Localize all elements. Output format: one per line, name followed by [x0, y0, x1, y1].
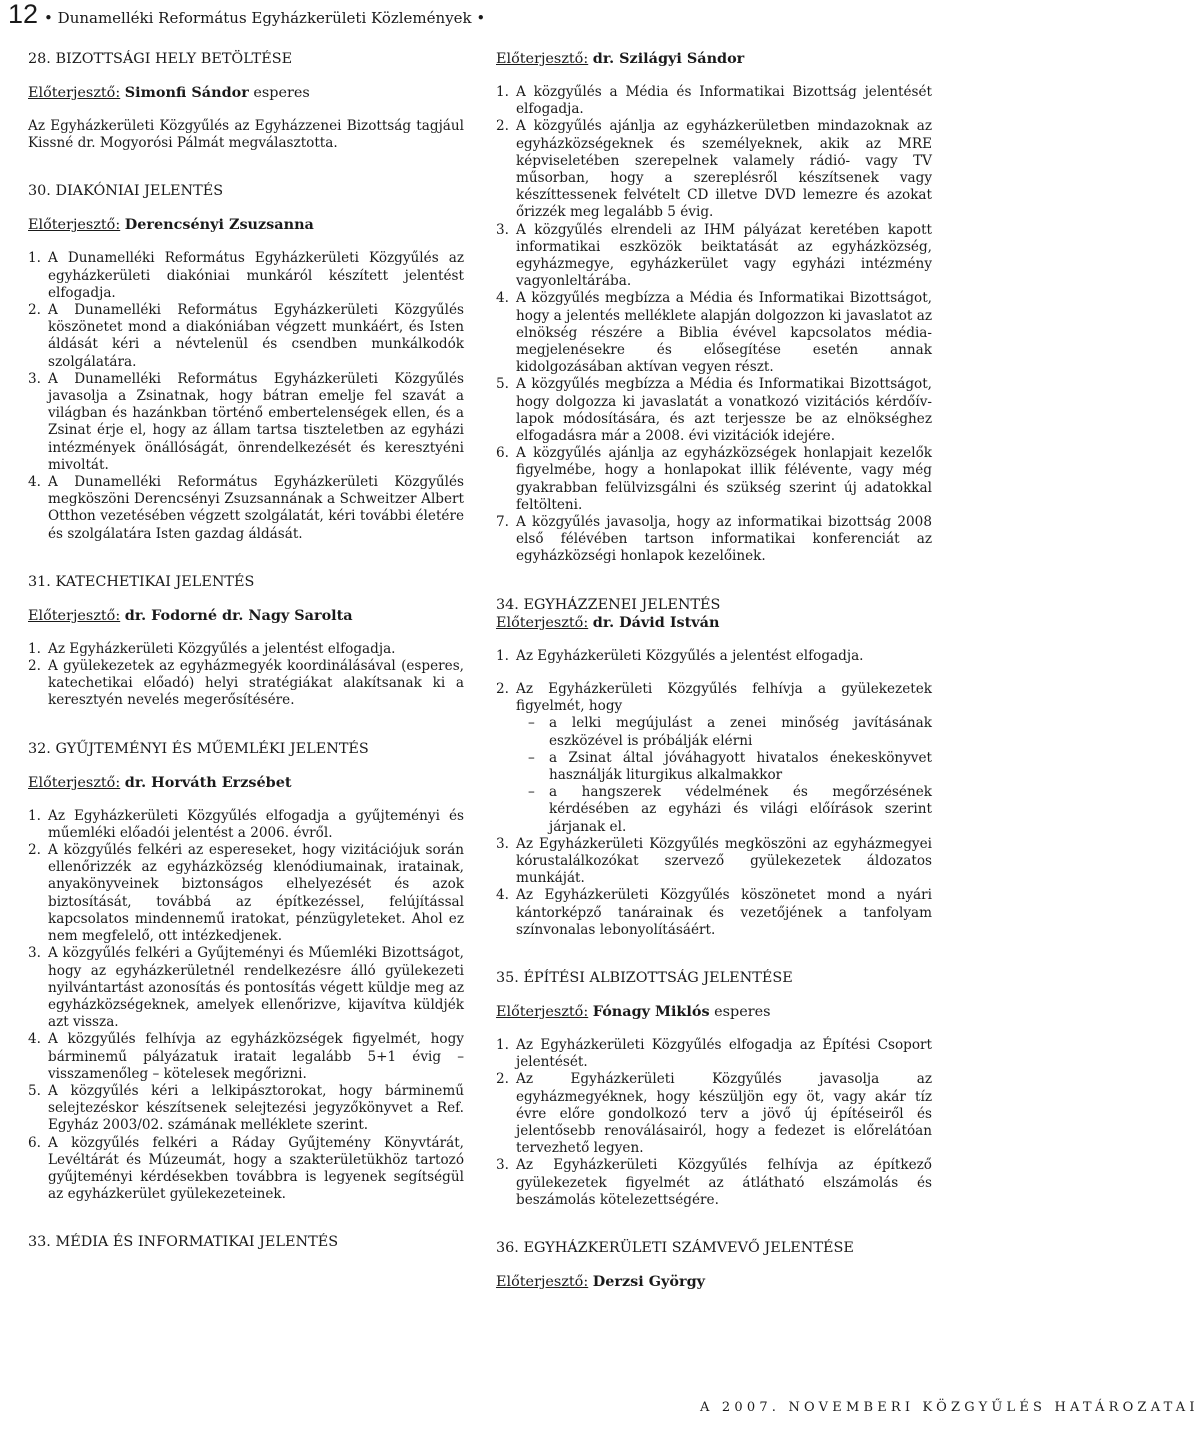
list-item: [496, 1157, 932, 1209]
list-item: [496, 836, 932, 888]
resolution-list: [496, 1037, 932, 1209]
presenter-name: Simonfi Sándor: [124, 84, 249, 101]
dash-item: – a lelki megújulást a zenei minőség javításának eszközével is próbálják elérni: [528, 715, 932, 749]
section-title: 31. KATECHETIKAI JELENTÉS: [28, 573, 255, 590]
presenter-label: Előterjesztő:: [28, 607, 121, 624]
list-item: [496, 681, 932, 715]
dash-item: – a hangszerek védelmének és megőrzésének kérdésében az egyházi és világi előírások szerint járjanak el.: [528, 784, 932, 835]
item-text: Az Egyházkerületi Közgyűlés elfogadja a gyűjteményi és műemléki előadói jelentést a 2006. évről.: [48, 807, 464, 841]
resolution-list: [496, 681, 932, 715]
list-item: [28, 1083, 464, 1135]
section-34: [496, 596, 932, 939]
item-number: 5.: [496, 376, 509, 393]
section-title: 28. BIZOTTSÁGI HELY BETÖLTÉSE: [28, 51, 293, 67]
item-number: 1.: [28, 807, 41, 824]
item-number: 1.: [496, 84, 509, 100]
section-title: 35. ÉPÍTÉSI ALBIZOTTSÁG JELENTÉSE: [496, 969, 793, 986]
list-item: [496, 222, 932, 291]
page-number: 12: [8, 0, 39, 29]
item-text: Az Egyházkerületi Közgyűlés javasolja az egyházmegyéknek, hogy készüljön egy öt, vagy akár tíz évre előre gondolkozó terv a jövő új építéseiről és jelentősebb renoválásairól, hogy a fedezet is előrelátóan tervezhető legyen.: [516, 1071, 932, 1157]
item-text: Az Egyházkerületi Közgyűlés megköszöni az egyházmegyei kórustalálkozókat szervező gyülekezetek áldozatos munkáját.: [516, 835, 932, 887]
presenter-label: Előterjesztő:: [496, 1003, 589, 1020]
section-title: 33. MÉDIA ÉS INFORMATIKAI JELENTÉS: [28, 1234, 339, 1251]
left-column: [28, 50, 464, 1251]
presenter-line: [28, 607, 464, 625]
list-item: [496, 445, 932, 514]
item-number: 3.: [28, 370, 41, 387]
list-item: [28, 658, 464, 710]
item-text: Az Egyházkerületi Közgyűlés elfogadja az Építési Csoport jelentését.: [516, 1036, 932, 1071]
item-number: 2.: [496, 680, 509, 697]
section-28: [28, 50, 464, 152]
presenter-name: Fónagy Miklós: [592, 1002, 710, 1020]
item-text: Az Egyházkerületi Közgyűlés köszönetet mond a nyári kántorképző tanárainak és vezetőjének a tanfolyam színvonalas lebonyolításáért.: [516, 887, 932, 938]
item-text: Az Egyházkerületi Közgyűlés a jelentést elfogadja.: [48, 640, 396, 657]
presenter-line: [496, 50, 932, 68]
item-number: 1.: [28, 640, 41, 657]
list-item: [28, 371, 464, 474]
item-number: 3.: [28, 945, 41, 962]
item-number: 4.: [496, 290, 509, 307]
list-item: [28, 842, 464, 945]
presenter-name: Derencsényi Zsuzsanna: [124, 216, 314, 234]
item-number: 1.: [496, 1036, 509, 1053]
presenter-label: Előterjesztő:: [496, 51, 589, 67]
presenter-label: Előterjesztő:: [28, 217, 121, 234]
item-number: 2.: [28, 842, 41, 859]
section-title: 36. EGYHÁZKERÜLETI SZÁMVEVŐ JELENTÉSE: [496, 1239, 854, 1256]
list-item: [496, 376, 932, 445]
list-item: [496, 290, 932, 376]
section-30: [28, 182, 464, 542]
item-number: 1.: [28, 250, 41, 267]
item-number: 6.: [28, 1134, 41, 1151]
journal-title: • Dunamelléki Református Egyházkerületi Közlemények •: [44, 9, 486, 27]
item-text: Az Egyházkerületi Közgyűlés a jelentést elfogadja.: [516, 647, 864, 664]
item-number: 4.: [496, 887, 509, 904]
section-title: 30. DIAKÓNIAI JELENTÉS: [28, 183, 224, 200]
item-text: A közgyűlés megbízza a Média és Informatikai Bizottságot, hogy dolgozza ki javaslatát a vonatkozó vizitációs kérdőív-lapok módosítására, és azt terjessze be az elnökséghez elfogadásra már a 2008. évi vizitációk idejére.: [516, 376, 932, 445]
section-33-body: [496, 50, 932, 566]
list-item: [496, 84, 932, 118]
presenter-name: dr. Horváth Erzsébet: [124, 773, 292, 791]
item-number: 3.: [496, 835, 509, 852]
section-title: 32. GYŰJTEMÉNYI ÉS MŰEMLÉKI JELENTÉS: [28, 740, 369, 757]
list-item: [28, 1135, 464, 1204]
section-36: [496, 1239, 932, 1291]
dash-list: [496, 715, 932, 835]
presenter-name: dr. Fodorné dr. Nagy Sarolta: [124, 606, 353, 624]
right-column: [496, 50, 932, 1291]
resolution-list: [496, 648, 932, 665]
list-item: [496, 887, 932, 939]
item-text: A közgyűlés felhívja az egyházközségek figyelmét, hogy bárminemű pályázatuk iratait legalább 5+1 évig – visszamenőleg – kötelesek megőrizni.: [48, 1031, 464, 1082]
item-text: A Dunamelléki Református Egyházkerületi Közgyűlés köszönetet mond a diakóniában végzett munkáért, és Isten áldását kéri a névtelenül és csendben munkálkodók szolgálatára.: [48, 302, 464, 370]
dash-item-text: a lelki megújulást a zenei minőség javításának eszközével is próbálják elérni: [549, 715, 932, 749]
item-text: A Dunamelléki Református Egyházkerületi Közgyűlés megköszöni Derencsényi Zsuzsannának a Schweitzer Albert Otthon vezetésében végzett szolgálatát, kéri további életére és szolgálatára Isten gazdag áldását.: [48, 474, 464, 542]
list-item: [496, 514, 932, 566]
item-number: 3.: [496, 221, 509, 238]
list-item: [496, 1071, 932, 1157]
list-item: [28, 474, 464, 543]
presenter-label: Előterjesztő:: [496, 614, 589, 631]
presenter-label: Előterjesztő:: [28, 774, 121, 791]
presenter-line: [28, 774, 464, 792]
item-text: A közgyűlés megbízza a Média és Informatikai Bizottságot, hogy a jelentés melléklete alapján dolgozzon ki javaslatot az elnökség részére a Biblia évével kapcsolatos média-megjelenésekre és elősegítése esetén annak kidolgozásában aktívan vegyen részt.: [516, 290, 932, 376]
item-text: A közgyűlés kéri a lelkipásztorokat, hogy bárminemű selejtezéskor készítsenek selejtezési jegyzőkönyvet a Ref. Egyház 2003/02. számának melléklete szerint.: [48, 1082, 464, 1134]
presenter-line: [28, 216, 464, 234]
item-number: 7.: [496, 514, 509, 531]
item-number: 2.: [28, 658, 41, 675]
list-item: [496, 648, 932, 665]
section-35: [496, 969, 932, 1209]
item-text: A közgyűlés felkéri a Gyűjteményi és Műemléki Bizottságot, hogy az egyházkerületnél rendelkezésre álló gyülekezeti nyilvántartást azonosítás és pontosítás végett küldje meg az egyházközségeknek, amelyek ellenőrizve, kijavítva küldjék azt vissza.: [48, 945, 464, 1031]
item-text: A közgyűlés felkéri az espereseket, hogy vizitációjuk során ellenőrizzék az egyházközség klenódiumainak, iratainak, anyakönyveinek biztonságos elhelyezését és azok biztosítását, továbbá az építkezéssel, felújítással kapcsolatos mindennemű iratokat, pénzügyleteket. Ahol ez nem megfelelő, ott intézkedjenek.: [48, 842, 464, 945]
section-title: 34. EGYHÁZZENEI JELENTÉS: [496, 596, 721, 613]
dash-item-text: a hangszerek védelmének és megőrzésének kérdésében az egyházi és világi előírások szerint járjanak el.: [549, 784, 932, 835]
presenter-label: Előterjesztő:: [496, 1273, 589, 1290]
presenter-line: [496, 1273, 932, 1291]
dash-item: – a Zsinat által jóváhagyott hivatalos énekeskönyvet használják liturgikus alkalmakkor: [528, 749, 932, 783]
item-number: 2.: [496, 1071, 509, 1088]
list-item: [28, 250, 464, 302]
item-text: A Dunamelléki Református Egyházkerületi Közgyűlés javasolja a Zsinatnak, hogy bátran emelje fel szavát a világban és hazánkban történő embertelenségek ellen, és a Zsinat érje el, hogy az állam tartsa tiszteletben az egyházi intézmények önállóságát, önrendelkezését és keresztyéni mivoltát.: [48, 370, 464, 473]
item-text: A közgyűlés ajánlja az egyházközségek honlapjait kezelők figyelmébe, hogy a honlapokat illik félévente, vagy még gyakrabban felülvizsgálni és szükség szerint új adatokkal feltölteni.: [516, 445, 932, 513]
section-32: [28, 740, 464, 1204]
item-text: A közgyűlés a Média és Informatikai Bizottság jelentését elfogadja.: [516, 84, 932, 118]
list-item: [28, 945, 464, 1031]
page-footer: A 2007. NOVEMBERI KÖZGYŰLÉS HATÁROZATAI: [700, 1400, 1199, 1415]
dash-item-text: a Zsinat által jóváhagyott hivatalos énekeskönyvet használják liturgikus alkalmakkor: [549, 749, 932, 783]
item-number: 2.: [496, 118, 509, 135]
resolution-list: [496, 836, 932, 939]
presenter-line: [496, 1003, 932, 1021]
item-number: 4.: [28, 474, 41, 491]
list-item: [28, 1031, 464, 1083]
item-text: A közgyűlés javasolja, hogy az informatikai bizottság 2008 első félévében tartson informatikai konferenciát az egyházközségi honlapok kezelőinek.: [516, 514, 932, 565]
presenter-suffix: esperes: [709, 1003, 771, 1020]
presenter-name: dr. Dávid István: [592, 613, 720, 631]
presenter-name: Derzsi György: [592, 1272, 706, 1290]
presenter-line: [28, 84, 464, 102]
item-number: 3.: [496, 1157, 509, 1174]
item-number: 5.: [28, 1082, 41, 1099]
presenter-label: Előterjesztő:: [28, 85, 121, 101]
item-text: A gyülekezetek az egyházmegyék koordinálásával (esperes, katechetikai előadó) helyi stratégiákat alakítsanak ki a keresztyén nevelés megerősítésére.: [48, 658, 464, 709]
item-number: 2.: [28, 302, 41, 319]
list-item: [28, 302, 464, 371]
section-31: [28, 573, 464, 710]
presenter-suffix: esperes: [248, 85, 310, 101]
presenter-line: [496, 614, 932, 632]
list-item: [496, 1037, 932, 1071]
page-header: [8, 0, 485, 28]
list-item: [28, 808, 464, 842]
presenter-name: dr. Szilágyi Sándor: [592, 50, 745, 67]
item-number: 1.: [496, 647, 509, 664]
item-number: 4.: [28, 1031, 41, 1048]
item-text: A Dunamelléki Református Egyházkerületi Közgyűlés az egyházkerületi diakóniai munkáról készített jelentést elfogadja.: [48, 250, 464, 301]
list-item: [496, 118, 932, 221]
section-33-heading: [28, 1233, 464, 1251]
resolution-list: [28, 808, 464, 1204]
list-item: [28, 641, 464, 658]
item-text: Az Egyházkerületi Közgyűlés felhívja a gyülekezetek figyelmét, hogy: [516, 680, 932, 715]
resolution-list: [28, 641, 464, 710]
item-text: Az Egyházkerületi Közgyűlés felhívja az építkező gyülekezetek figyelmét az átlátható elszámolás és beszámolás kötelezettségére.: [516, 1157, 932, 1208]
item-number: 6.: [496, 445, 509, 462]
item-text: A közgyűlés felkéri a Ráday Gyűjtemény Könyvtárát, Levéltárát és Múzeumát, hogy a szakterületükhöz tartozó gyűjteményi kérdésekben továbbra is legyenek segítségül az egyházkerület gyülekezeteinek.: [48, 1134, 464, 1203]
item-text: A közgyűlés ajánlja az egyházkerületben mindazoknak az egyházközségeknek és személyeknek, akik az MRE képviseletében szerepelnek valamely rádió- vagy TV műsorban, hogy a szereplésről készítsenek vagy készíttessenek felvételt CD illetve DVD lemezre és azokat őrizzék meg legalább 5 évig.: [516, 118, 932, 221]
resolution-list: [28, 250, 464, 542]
item-text: A közgyűlés elrendeli az IHM pályázat keretében kapott informatikai eszközök beiktatását az egyházközség, egyházmegye, egyházkerület vagy egyházi intézmény vagyonleltárába.: [516, 221, 932, 290]
resolution-list: [496, 84, 932, 566]
resolution-text: Az Egyházkerületi Közgyűlés az Egyházzenei Bizottság tagjául Kissné dr. Mogyorósi Pálmát megválasztotta.: [28, 118, 464, 152]
